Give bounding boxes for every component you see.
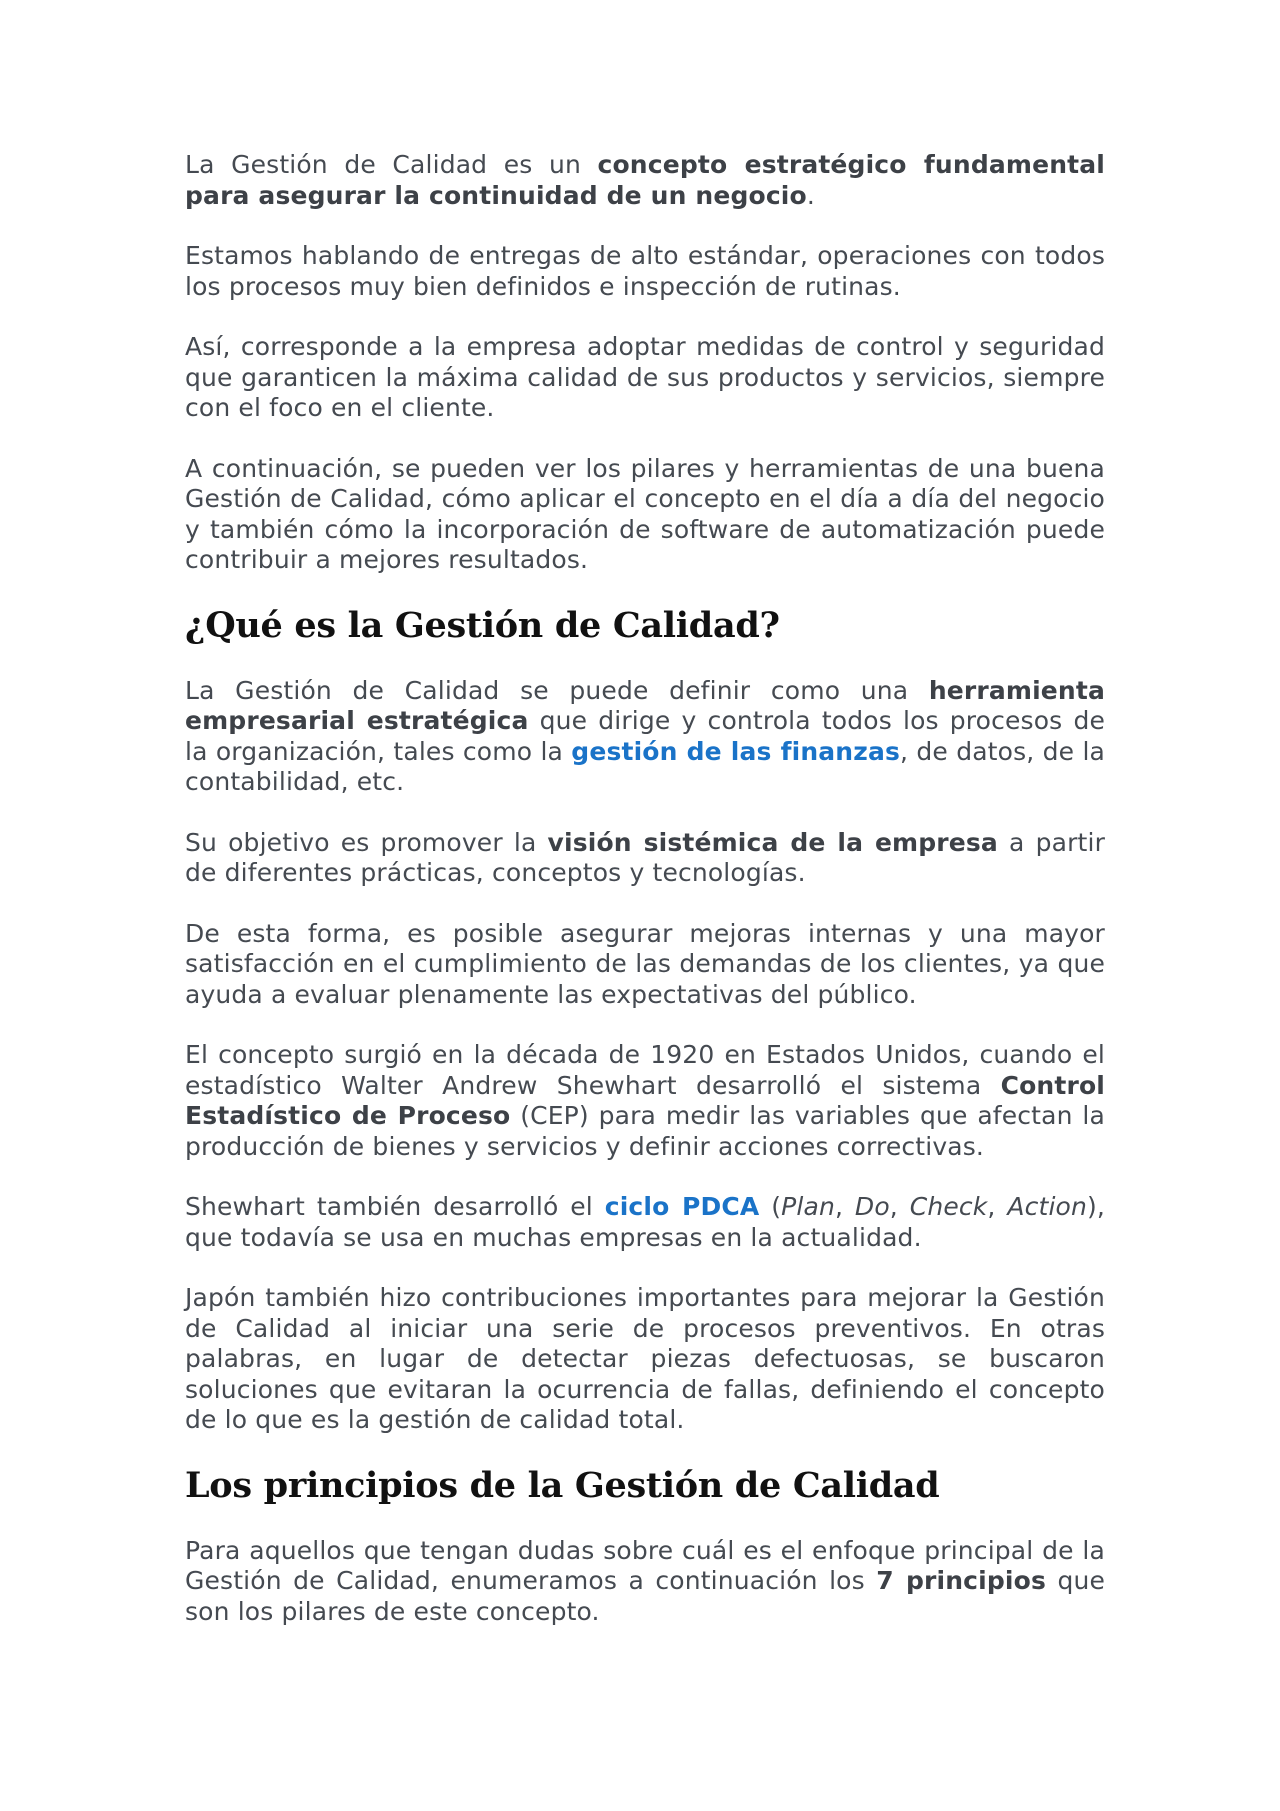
italic-plan: Plan bbox=[781, 1192, 835, 1221]
bold-text: visión sistémica de la empresa bbox=[547, 827, 998, 857]
intro-paragraph: La Gestión de Calidad es un concepto estratégico fundamental para asegurar la continuidad de un negocio. bbox=[185, 150, 1105, 210]
paragraph-control: Así, corresponde a la empresa adoptar medidas de control y seguridad que garanticen la máxima calidad de sus productos y servicios, siempre con el foco en el cliente. bbox=[185, 332, 1105, 422]
bold-text: concepto estratégico fundamental para asegurar la continuidad de un negocio bbox=[185, 150, 1105, 210]
paragraph-satisfaction: De esta forma, es posible asegurar mejoras internas y una mayor satisfacción en el cumplimiento de las demandas de los clientes, ya que ayuda a evaluar plenamente las expectativas del público. bbox=[185, 918, 1105, 1009]
paragraph-objective: Su objetivo es promover la visión sistémica de la empresa a partir de diferentes prácticas, conceptos y tecnologías. bbox=[185, 827, 1106, 887]
link-pdca-cycle[interactable]: ciclo PDCA bbox=[604, 1192, 760, 1221]
paragraph-principles-intro: Para aquellos que tengan dudas sobre cuál es el enfoque principal de la Gestión de Calidad, enumeramos a continuación los 7 principios que son los pilares de este concepto. bbox=[185, 1535, 1105, 1626]
heading-principles: Los principios de la Gestión de Calidad bbox=[185, 1464, 940, 1506]
paragraph-pdca: Shewhart también desarrolló el ciclo PDCA (Plan, Do, Check, Action), que todavía se usa en muchas empresas en la actualidad. bbox=[185, 1192, 1105, 1252]
paragraph-history: El concepto surgió en la década de 1920 en Estados Unidos, cuando el estadístico Walter Andrew Shewhart desarrolló el sistema Control Estadístico de Proceso (CEP) para medir las variables que afectan la producción de bienes y servicios y definir acciones correctivas. bbox=[185, 1040, 1106, 1161]
italic-check: Check bbox=[909, 1192, 988, 1221]
paragraph-standards: Estamos hablando de entregas de alto estándar, operaciones con todos los procesos muy bien definidos e inspección de rutinas. bbox=[185, 241, 1105, 301]
bold-text: Control Estadístico de Proceso bbox=[185, 1070, 1105, 1130]
heading-what-is-quality-management: ¿Qué es la Gestión de Calidad? bbox=[185, 604, 780, 646]
document-page bbox=[185, 150, 1105, 1627]
paragraph-definition: La Gestión de Calidad se puede definir como una herramienta empresarial estratégica que dirige y controla todos los procesos de la organización, tales como la gestión de las finanzas, de datos, de la contabilidad, etc. bbox=[185, 675, 1106, 796]
link-finance-management[interactable]: gestión de las finanzas bbox=[571, 736, 900, 766]
paragraph-overview: A continuación, se pueden ver los pilares y herramientas de una buena Gestión de Calidad, cómo aplicar el concepto en el día a día del negocio y también cómo la incorporación de software de automatización puede contribuir a mejores resultados. bbox=[185, 453, 1105, 574]
bold-text: 7 principios bbox=[876, 1566, 1046, 1595]
paragraph-japan: Japón también hizo contribuciones importantes para mejorar la Gestión de Calidad al iniciar una serie de procesos preventivos. En otras palabras, en lugar de detectar piezas defectuosas, se buscaron soluciones que evitaran la ocurrencia de fallas, definiendo el concepto de lo que es la gestión de calidad total. bbox=[185, 1283, 1105, 1434]
bold-text: herramienta empresarial estratégica bbox=[185, 675, 1105, 735]
italic-do: Do bbox=[854, 1192, 890, 1221]
italic-action: Action bbox=[1007, 1192, 1087, 1221]
